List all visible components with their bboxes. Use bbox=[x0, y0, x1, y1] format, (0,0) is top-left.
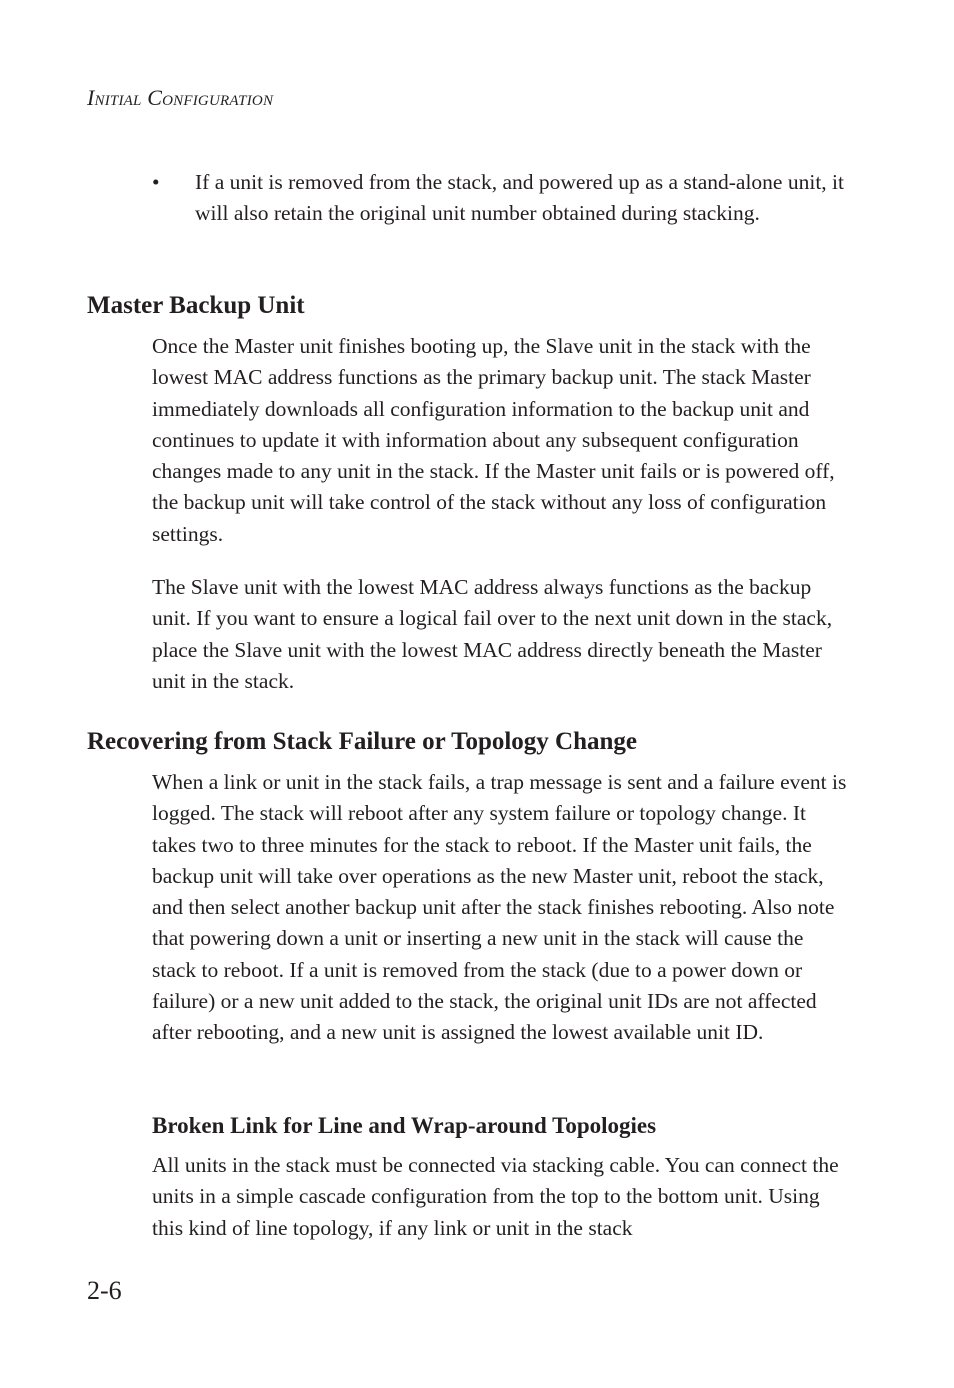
page-number: 2-6 bbox=[87, 1276, 122, 1305]
body-paragraph: Once the Master unit finishes booting up, the Slave unit in the stack with the lowest MAC address functions as the primary backup unit. The stack Master immediately downloads all configuration information to the backup unit and continues to update it with information about any subsequent configuration changes made to any unit in the stack. If the Master unit fails or is powered off, the backup unit will take control of the stack without any loss of configuration settings. bbox=[152, 334, 835, 546]
bullet-text: If a unit is removed from the stack, and powered up as a stand-alone unit, it will also retain the original unit number obtained during stacking. bbox=[195, 170, 844, 226]
section-heading-recovering-from-stack-failure: Recovering from Stack Failure or Topology Change bbox=[87, 728, 637, 755]
bullet-list bbox=[152, 167, 852, 230]
subsection-heading-broken-link: Broken Link for Line and Wrap-around Topologies bbox=[152, 1113, 657, 1138]
body-paragraph: The Slave unit with the lowest MAC address always functions as the backup unit. If you want to ensure a logical fail over to the next unit down in the stack, place the Slave unit with the lowest MAC address directly beneath the Master unit in the stack. bbox=[152, 575, 833, 693]
body-paragraph: When a link or unit in the stack fails, a trap message is sent and a failure event is logged. The stack will reboot after any system failure or topology change. It takes two to three minutes for the stack to reboot. If the Master unit fails, the backup unit will take over operations as the new Master unit, reboot the stack, and then select another backup unit after the stack finishes rebooting. Also note that powering down a unit or inserting a new unit in the stack will cause the stack to reboot. If a unit is removed from the stack (due to a power down or failure) or a new unit added to the stack, the original unit IDs are not affected after rebooting, and a new unit is assigned the lowest available unit ID. bbox=[152, 770, 847, 1045]
body-paragraph: All units in the stack must be connected via stacking cable. You can connect the units in a simple cascade configuration from the top to the bottom unit. Using this kind of line topology, if any link or unit in the stack bbox=[152, 1153, 839, 1240]
bullet-marker: • bbox=[152, 170, 160, 194]
section-heading-master-backup-unit: Master Backup Unit bbox=[87, 292, 305, 319]
bullet-item bbox=[152, 167, 852, 230]
running-header: Initial Configuration bbox=[87, 85, 274, 110]
